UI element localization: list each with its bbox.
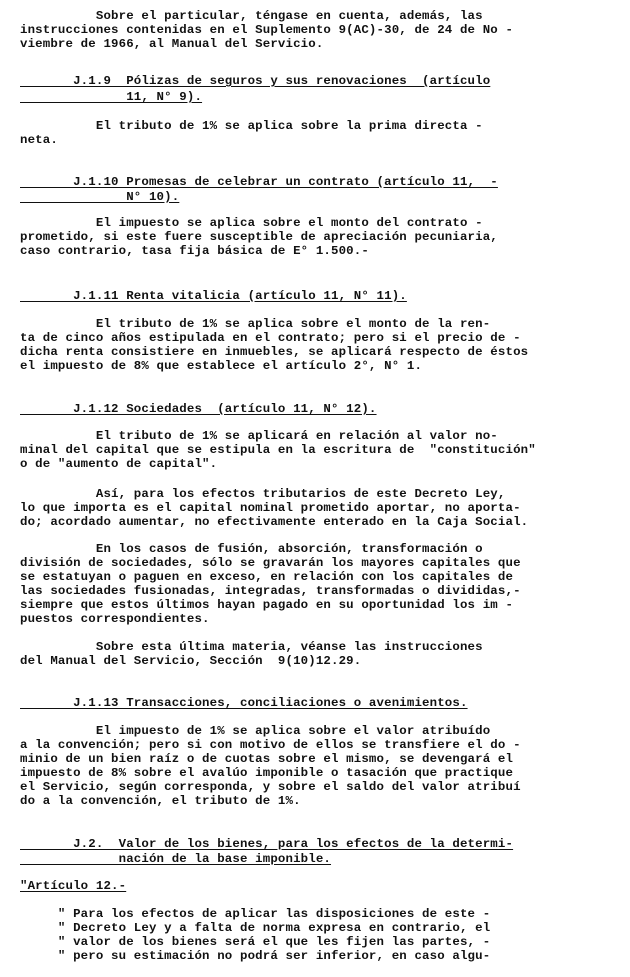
text-line: El tributo de 1% se aplica sobre la prima directa -	[20, 119, 483, 133]
text-line: minal del capital que se estipula en la escritura de "constitución"	[20, 443, 536, 457]
text-line: viembre de 1966, al Manual del Servicio.	[20, 37, 324, 51]
text-line: puestos correspondientes.	[20, 612, 210, 626]
text-line: a la convención; pero si con motivo de ellos se transfiere el do -	[20, 738, 521, 752]
section-heading: J.1.13 Transacciones, conciliaciones o avenimientos.	[20, 696, 468, 710]
section-heading: N° 10).	[20, 190, 180, 204]
text-line: el Servicio, según corresponda, y sobre el saldo del valor atribuí	[20, 780, 521, 794]
text-line: división de sociedades, sólo se gravarán los mayores capitales que	[20, 556, 521, 570]
text-line: Así, para los efectos tributarios de este Decreto Ley,	[20, 487, 506, 501]
text-line: el impuesto de 8% que establece el artículo 2°, N° 1.	[20, 359, 423, 373]
section-heading: J.1.9 Pólizas de seguros y sus renovaciones (artículo	[20, 74, 491, 88]
text-line: Sobre el particular, téngase en cuenta, además, las	[20, 9, 483, 23]
text-line: El tributo de 1% se aplicará en relación al valor no-	[20, 429, 498, 443]
quoted-line: " valor de los bienes será el que les fijen las partes, -	[20, 935, 491, 949]
text-line: En los casos de fusión, absorción, transformación o	[20, 542, 483, 556]
quoted-line: " Decreto Ley y a falta de norma expresa en contrario, el	[20, 921, 491, 935]
text-line: El impuesto se aplica sobre el monto del contrato -	[20, 216, 483, 230]
text-line: ta de cinco años estipulada en el contrato; pero si el precio de -	[20, 331, 521, 345]
text-line: caso contrario, tasa fija básica de E° 1.500.-	[20, 244, 369, 258]
text-line: neta.	[20, 133, 58, 147]
text-line: do a la convención, el tributo de 1%.	[20, 794, 301, 808]
section-heading: J.2. Valor de los bienes, para los efectos de la determi-	[20, 837, 514, 851]
section-heading: nación de la base imponible.	[20, 852, 332, 866]
section-heading: J.1.12 Sociedades (artículo 11, N° 12).	[20, 402, 377, 416]
text-line: El tributo de 1% se aplica sobre el monto de la ren-	[20, 317, 491, 331]
article-heading: "Artículo 12.-	[20, 879, 127, 893]
text-line: o de "aumento de capital".	[20, 457, 218, 471]
text-line: minio de un bien raíz o de cuotas sobre el mismo, se devengará el	[20, 752, 514, 766]
quoted-line: " pero su estimación no podrá ser inferior, en caso algu-	[20, 949, 491, 963]
text-line: Sobre esta última materia, véanse las instrucciones	[20, 640, 483, 654]
text-line: dicha renta consistiere en inmuebles, se aplicará respecto de éstos	[20, 345, 529, 359]
text-line: instrucciones contenidas en el Suplemento 9(AC)-30, de 24 de No -	[20, 23, 514, 37]
text-line: siempre que estos últimos hayan pagado en su oportunidad los im -	[20, 598, 514, 612]
text-line: lo que importa es el capital nominal prometido aportar, no aporta-	[20, 501, 521, 515]
text-line: impuesto de 8% sobre el avalúo imponible o tasación que practique	[20, 766, 514, 780]
section-heading: J.1.11 Renta vitalicia (artículo 11, N° 11).	[20, 289, 407, 303]
quoted-line: " Para los efectos de aplicar las disposiciones de este -	[20, 907, 491, 921]
text-line: del Manual del Servicio, Sección 9(10)12.29.	[20, 654, 362, 668]
text-line: El impuesto de 1% se aplica sobre el valor atribuído	[20, 724, 491, 738]
section-heading: 11, N° 9).	[20, 90, 203, 104]
text-line: se estatuyan o paguen en exceso, en relación con los capitales de	[20, 570, 514, 584]
text-line: prometido, si este fuere susceptible de apreciación pecuniaria,	[20, 230, 498, 244]
text-line: do; acordado aumentar, no efectivamente enterado en la Caja Social.	[20, 515, 529, 529]
section-heading: J.1.10 Promesas de celebrar un contrato (artículo 11, -	[20, 175, 498, 189]
text-line: las sociedades fusionadas, integradas, transformadas o divididas,-	[20, 584, 521, 598]
